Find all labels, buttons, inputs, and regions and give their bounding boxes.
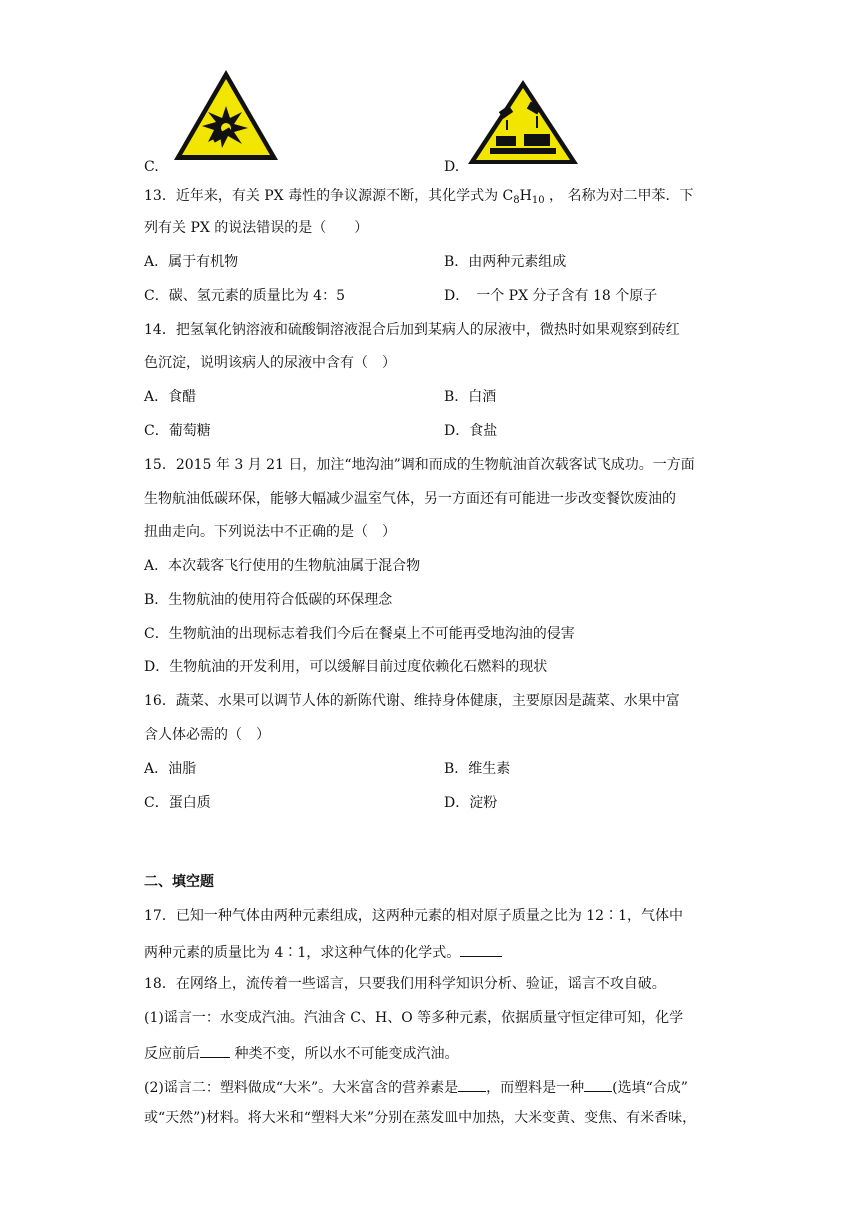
- q13-option-b[interactable]: B．由两种元素组成: [444, 254, 567, 270]
- corrosive-hazard-icon: [466, 78, 580, 166]
- q18-part2-text-c: (选填“合成”: [612, 1080, 688, 1096]
- q13-subscript-8: 8: [513, 195, 520, 206]
- q15-option-d[interactable]: D．生物航油的开发利用，可以缓解目前过度依赖化石燃料的现状: [144, 659, 548, 675]
- q13-option-d[interactable]: D． 一个 PX 分子含有 18 个原子: [444, 288, 658, 304]
- explosive-hazard-icon: [170, 66, 282, 166]
- section-title-fill-in: 二、填空题: [144, 874, 214, 890]
- q16-option-a[interactable]: A．油脂: [144, 761, 197, 777]
- q17-text: 两种元素的质量比为 4∶1，求这种气体的化学式。: [144, 945, 461, 961]
- q16-option-d[interactable]: D．淀粉: [444, 795, 498, 811]
- q18-part1-text-a: 反应前后: [144, 1046, 200, 1062]
- q12-option-d-label: D.: [444, 159, 460, 175]
- q14-option-b[interactable]: B．白酒: [444, 389, 497, 405]
- q17-stem-line1: 17．已知一种气体由两种元素组成，这两种元素的相对原子质量之比为 12∶1，气体中: [144, 908, 683, 924]
- q18-part2-line2: 或“天然”)材料。将大米和“塑料大米”分别在蒸发皿中加热，大米变黄、变焦、有米香味，: [144, 1110, 697, 1126]
- q15-option-c[interactable]: C．生物航油的出现标志着我们今后在餐桌上不可能再受地沟油的侵害: [144, 626, 575, 642]
- q14-option-d[interactable]: D．食盐: [444, 423, 498, 439]
- q13-stem-line1: [144, 186, 694, 211]
- q18-part2-text-b: ，而塑料是一种: [486, 1080, 585, 1096]
- q18-part1-line1: (1)谣言一：水变成汽油。汽油含 C、H、O 等多种元素，依据质量守恒定律可知，化学: [144, 1010, 684, 1026]
- q16-stem-line1: 16．蔬菜、水果可以调节人体的新陈代谢、维持身体健康，主要原因是蔬菜、水果中富: [144, 693, 680, 709]
- q13-option-c[interactable]: C．碳、氢元素的质量比为 4：5: [144, 288, 345, 304]
- q13-text-h: H: [519, 188, 532, 204]
- q18-part2-line1: [144, 1075, 688, 1098]
- q17-stem-line2: [144, 940, 502, 963]
- q18-part2-blank-2[interactable]: [584, 1075, 612, 1092]
- q14-option-a[interactable]: A．食醋: [144, 389, 197, 405]
- q15-option-b[interactable]: B．生物航油的使用符合低碳的环保理念: [144, 592, 393, 608]
- q13-text-b: ， 名称为对二甲苯．下: [544, 188, 694, 204]
- q17-answer-blank[interactable]: [460, 940, 502, 957]
- q13-text-a: 13．近年来，有关 PX 毒性的争议源源不断，其化学式为 C: [144, 188, 514, 204]
- q18-part1-line2: [144, 1041, 458, 1064]
- q15-option-a[interactable]: A．本次载客飞行使用的生物航油属于混合物: [144, 558, 421, 574]
- q13-option-a[interactable]: A．属于有机物: [144, 254, 239, 270]
- q16-option-c[interactable]: C．蛋白质: [144, 795, 211, 811]
- q18-part2-text-a: (2)谣言二：塑料做成“大米”。大米富含的营养素是: [144, 1080, 459, 1096]
- q18-stem-line1: 18．在网络上，流传着一些谣言，只要我们用科学知识分析、验证，谣言不攻自破。: [144, 976, 666, 992]
- q15-stem-line2: 生物航油低碳环保，能够大幅减少温室气体，另一方面还有可能进一步改变餐饮废油的: [144, 491, 676, 507]
- q18-part1-text-b: 种类不变，所以水不可能变成汽油。: [230, 1046, 459, 1062]
- q16-stem-line2: 含人体必需的（ ）: [144, 727, 270, 743]
- q16-option-b[interactable]: B．维生素: [444, 761, 511, 777]
- q18-part2-blank-1[interactable]: [458, 1075, 486, 1092]
- q14-option-c[interactable]: C．葡萄糖: [144, 423, 211, 439]
- q13-subscript-10: 10: [531, 195, 545, 206]
- q15-stem-line3: 扭曲走向。下列说法中不正确的是（ ）: [144, 524, 396, 540]
- q13-stem-line2: 列有关 PX 的说法错误的是（ ）: [144, 220, 369, 236]
- q14-stem-line2: 色沉淀，说明该病人的尿液中含有（ ）: [144, 355, 396, 371]
- q12-option-c-label: C.: [144, 159, 159, 175]
- q14-stem-line1: 14．把氢氧化钠溶液和硫酸铜溶液混合后加到某病人的尿液中，微热时如果观察到砖红: [144, 322, 680, 338]
- q15-stem-line1: 15．2015 年 3 月 21 日，加注“地沟油”调和而成的生物航油首次载客试飞成功。一方面: [144, 457, 695, 473]
- q18-part1-blank[interactable]: [200, 1041, 230, 1058]
